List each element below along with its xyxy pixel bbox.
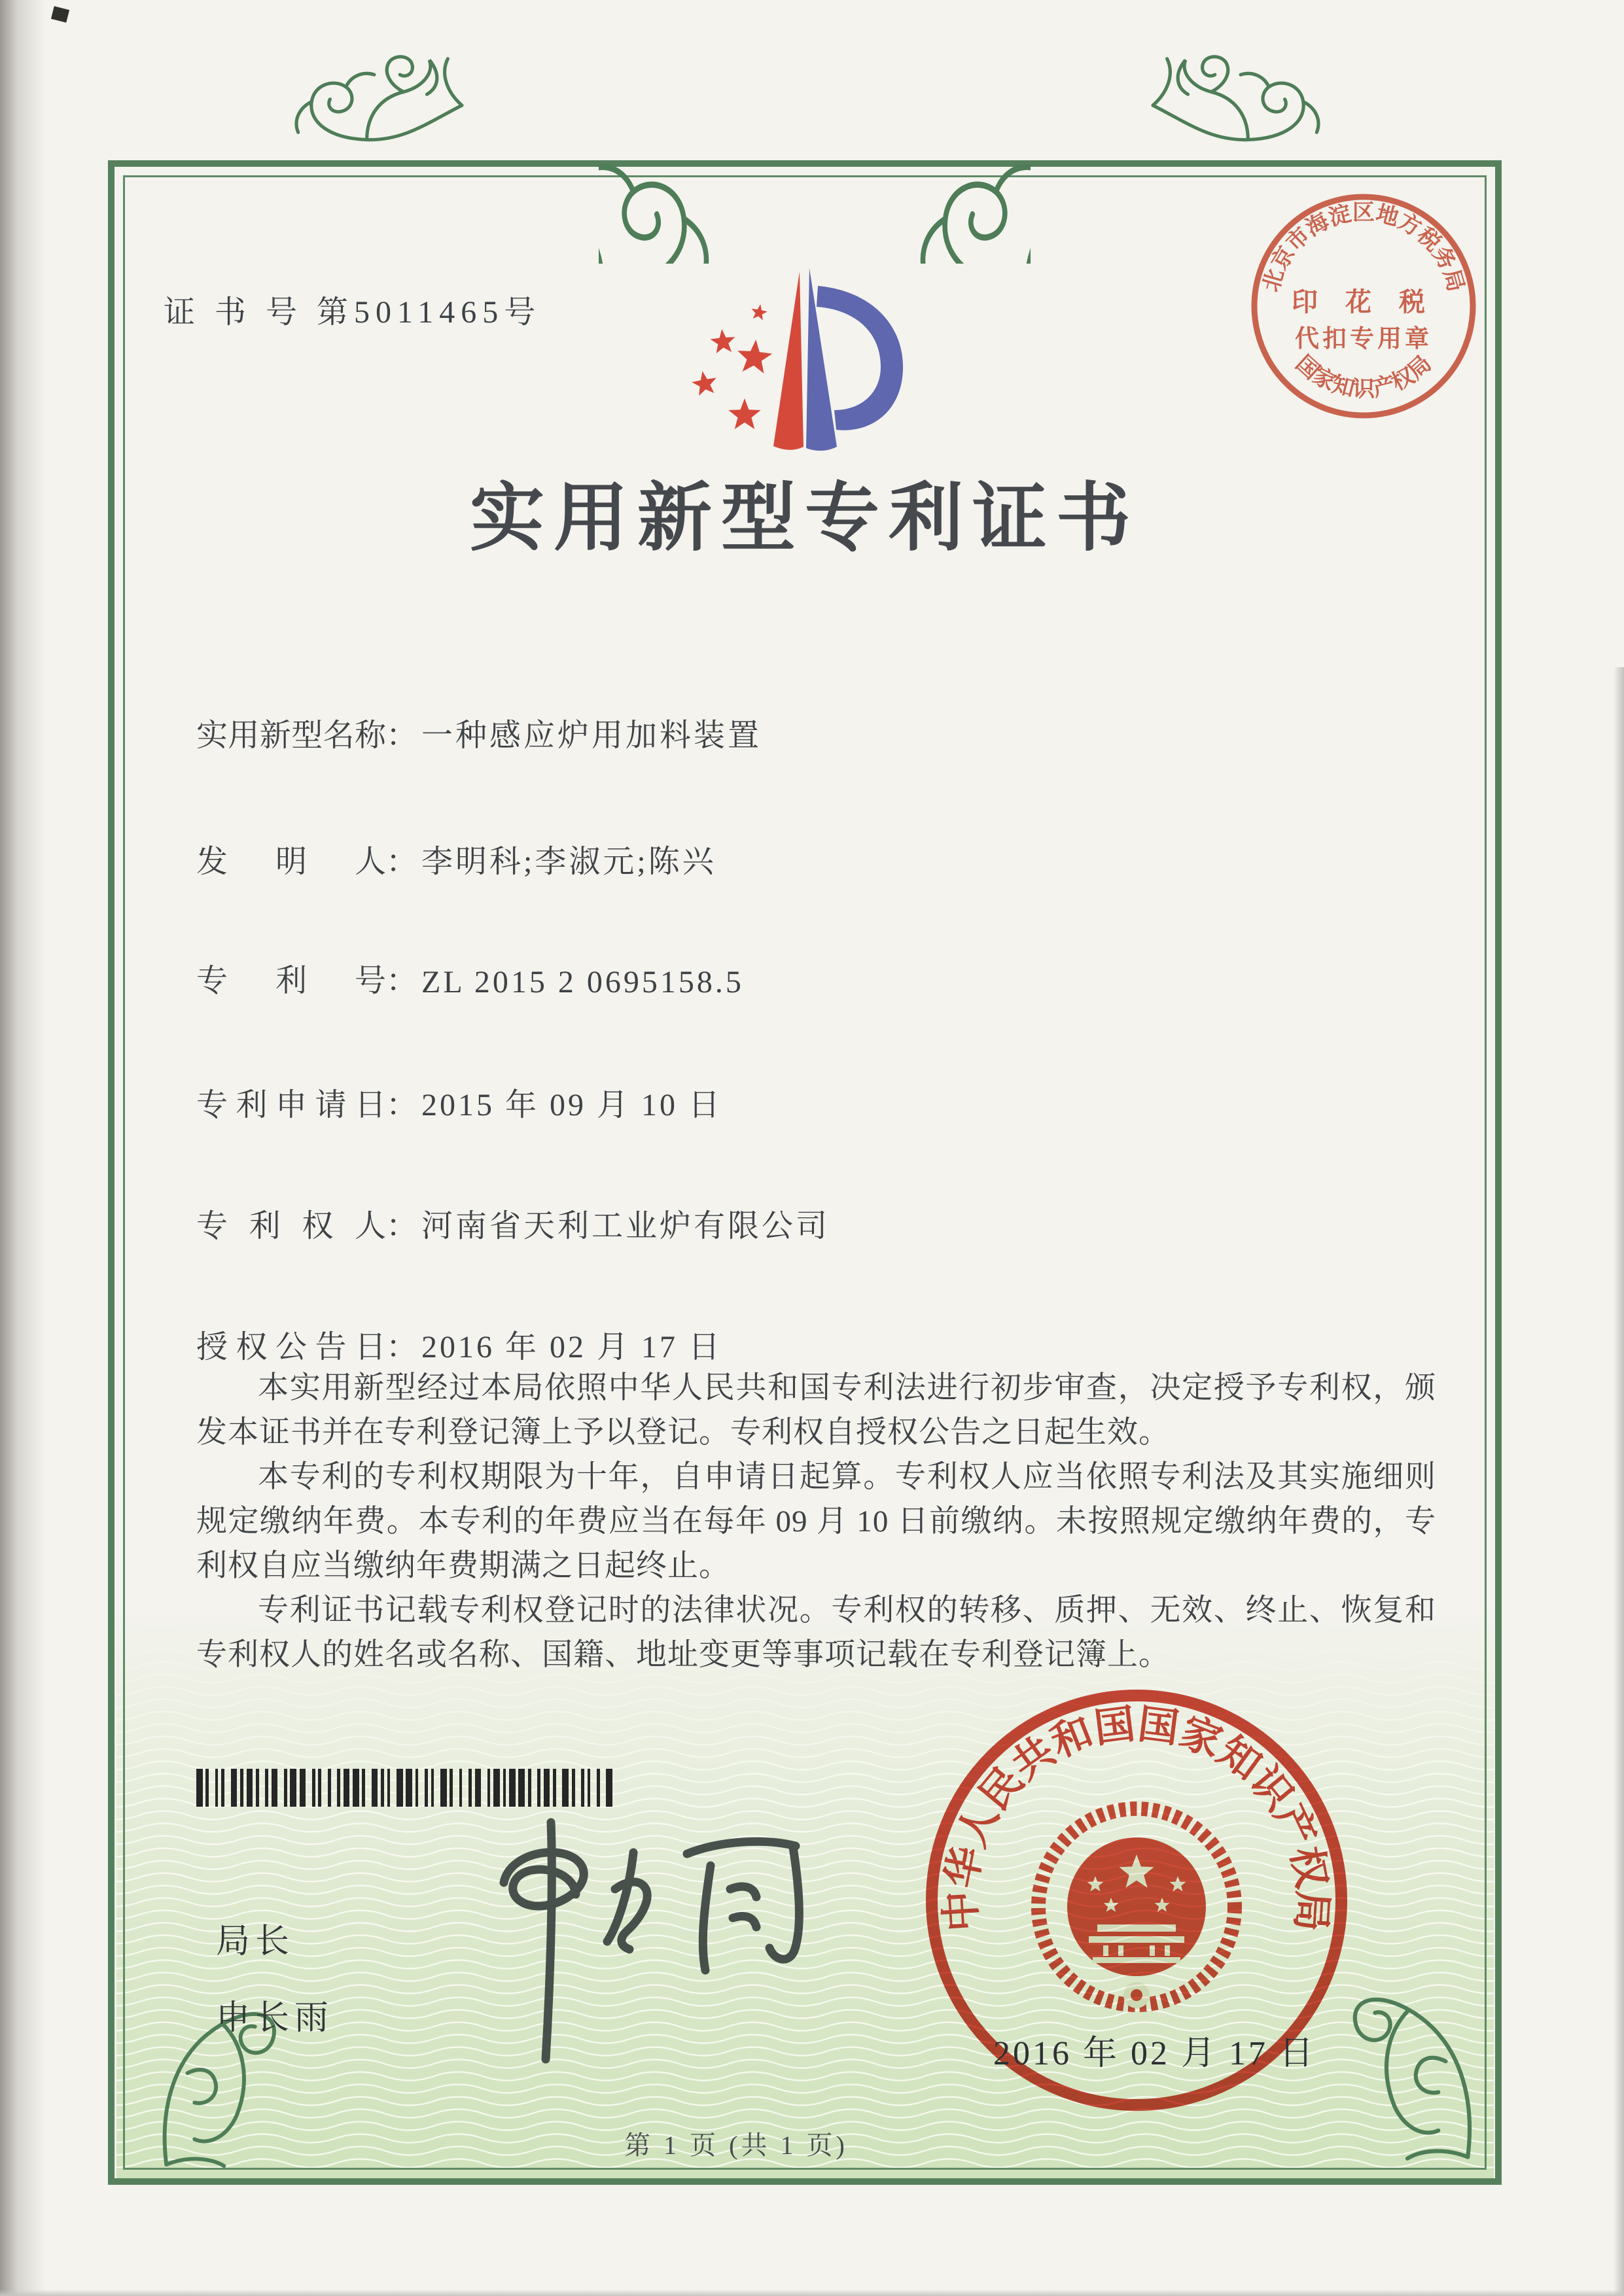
barcode-bar (518, 1769, 525, 1807)
legal-paragraph-3: 专利证书记载专利权登记时的法律状况。专利权的转移、质押、无效、终止、恢复和专利权人的姓名或名称、国籍、地址变更等事项记载在专利登记簿上。 (196, 1593, 1436, 1672)
commissioner-name: 申长雨 (216, 2000, 334, 2037)
field-colon: ： (386, 718, 418, 753)
commissioner-title: 局长 (216, 1923, 295, 1960)
star (737, 339, 772, 374)
field-value: 2015 年 09 月 10 日 (421, 1088, 723, 1122)
barcode-gap (462, 1769, 468, 1807)
field-label: 授权公告日 (196, 1330, 386, 1365)
barcode-bar (397, 1769, 403, 1807)
field-colon: ： (386, 1330, 418, 1365)
legal-paragraph-2: 本专利的专利权期限为十年，自申请日起算。专利权人应当依照专利法及其实施细则规定缴纳年费。本专利的年费应当在每年 09 月 10 日前缴纳。未按照规定缴纳年费的，专利权自应当缴纳年费期满之日起终止。 (196, 1460, 1436, 1583)
legal-paragraph-1: 本实用新型经过本局依照中华人民共和国专利法进行初步审查，决定授予专利权，颁发本证书并在专利登记簿上予以登记。专利权自授权公告之日起生效。 (196, 1371, 1436, 1450)
barcode-gap (612, 1769, 619, 1807)
field-label: 专利号 (196, 964, 386, 998)
barcode-bar (562, 1769, 569, 1807)
barcode-bar (290, 1769, 296, 1807)
barcode-bar (606, 1769, 612, 1807)
logo-stars (692, 304, 772, 429)
sipo-logo (687, 258, 923, 468)
barcode-gap (556, 1769, 563, 1807)
page-number: 第 1 页 (共 1 页) (624, 2131, 848, 2160)
field-value: 李明科;李淑元;陈兴 (421, 844, 716, 879)
field-utility-model-name (196, 710, 762, 753)
field-colon: ： (386, 964, 418, 998)
barcode-gap (306, 1769, 312, 1807)
barcode-gap (209, 1769, 215, 1807)
barcode-bar (344, 1769, 350, 1807)
dragon-ornament-top-left (275, 34, 471, 168)
barcode-bar (300, 1769, 306, 1807)
barcode (196, 1769, 618, 1807)
star (752, 304, 768, 321)
national-emblem (1038, 1809, 1235, 2008)
certificate-title: 实用新型专利证书 (469, 477, 1140, 560)
tax-stamp-arc-bottom: 国家知识产权局 (1291, 351, 1436, 402)
field-label: 专利权人 (196, 1209, 386, 1244)
field-label: 发明人 (196, 844, 386, 879)
commissioner-signature (458, 1811, 824, 2072)
scan-edge-shadow-left (0, 0, 46, 2296)
barcode-gap (453, 1769, 459, 1807)
logo-red-cone (773, 271, 803, 450)
barcode-gap (434, 1769, 440, 1807)
barcode-bar (544, 1769, 550, 1807)
barcode-bar (231, 1769, 238, 1807)
field-patent-number (196, 955, 744, 1000)
barcode-bar (272, 1769, 278, 1807)
barcode-bar (475, 1769, 482, 1807)
dragon-ornament-top-right (1144, 34, 1340, 168)
barcode-gap (590, 1769, 597, 1807)
seal-date: 2016 年 02 月 17 日 (993, 2035, 1316, 2072)
scan-edge-shadow-right (1614, 667, 1624, 2296)
barcode-bar (353, 1769, 359, 1807)
barcode-gap (259, 1769, 266, 1807)
svg-text:国家知识产权局 (1291, 351, 1436, 402)
field-value: 河南省天利工业炉有限公司 (421, 1209, 830, 1244)
barcode-gap (600, 1769, 607, 1807)
barcode-bar (247, 1769, 253, 1807)
field-label: 实用新型名称 (196, 718, 386, 753)
dragon-ornament-top-center (599, 110, 1031, 264)
star (692, 371, 716, 396)
tax-stamp (1248, 191, 1479, 421)
barcode-gap (390, 1769, 397, 1807)
barcode-bar (372, 1769, 378, 1807)
tax-stamp-line1: 印 花 税 (1292, 287, 1436, 317)
field-colon: ： (386, 1088, 418, 1122)
barcode-bar (509, 1769, 516, 1807)
barcode-bar (196, 1769, 203, 1807)
barcode-gap (481, 1769, 487, 1807)
barcode-gap (331, 1769, 338, 1807)
scan-speck (51, 6, 69, 22)
legal-text-block (196, 1366, 1436, 1677)
field-label: 专利申请日 (196, 1088, 386, 1122)
flourish-ornament-bottom-right (1343, 1959, 1490, 2178)
field-value: ZL 2015 2 0695158.5 (421, 965, 744, 1000)
barcode-gap (575, 1769, 582, 1807)
barcode-gap (365, 1769, 372, 1807)
field-value: 一种感应炉用加料装置 (421, 718, 762, 753)
field-patentee (196, 1200, 830, 1244)
field-grant-date (196, 1321, 723, 1365)
tax-stamp-line2: 代扣专用章 (1295, 326, 1432, 353)
star (728, 398, 760, 429)
certificate-number: 证 书 号 第5011465号 (164, 295, 542, 330)
barcode-gap (277, 1769, 284, 1807)
barcode-gap (531, 1769, 538, 1807)
field-inventors (196, 836, 716, 877)
scan-edge-shadow-bottom (0, 2289, 1624, 2296)
seal-ring-text: 中华人民共和国国家知识产权局 (938, 1702, 1335, 1933)
field-colon: ： (386, 844, 418, 879)
field-colon: ： (386, 1209, 418, 1244)
field-value: 2016 年 02 月 17 日 (421, 1330, 723, 1365)
tax-stamp-arc-top: 北京市海淀区地方税务局 (1259, 201, 1468, 295)
svg-text:北京市海淀区地方税务局 (1260, 201, 1468, 294)
barcode-bar (406, 1769, 412, 1807)
barcode-bar (493, 1769, 500, 1807)
barcode-gap (418, 1769, 425, 1807)
barcode-bar (440, 1769, 447, 1807)
field-filing-date (196, 1079, 722, 1120)
star (711, 329, 735, 353)
barcode-gap (321, 1769, 328, 1807)
barcode-gap (224, 1769, 231, 1807)
